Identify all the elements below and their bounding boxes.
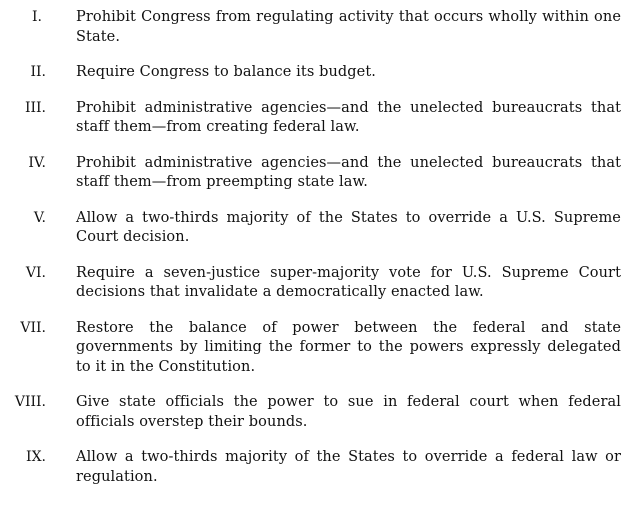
item-text: Allow a two-thirds majority of the States to override a U.S. Supreme Court decision. [76,209,621,245]
item-text: Give state officials the power to sue in federal court when federal officials overstep their bounds. [76,394,621,430]
item-text: Prohibit administrative agencies—and the unelected bureaucrats that staff them—from creating federal law. [76,99,621,135]
list-item [0,154,642,193]
item-numeral: VII. [20,319,46,336]
item-text: Restore the balance of power between the federal and state governments by limiting the former to the powers expressly delegated to it in the Constitution. [76,319,621,375]
list-item [0,99,642,138]
item-numeral: VI. [25,264,46,281]
list-item [0,319,642,378]
item-numeral: V. [33,209,46,226]
item-numeral: IX. [26,449,46,465]
item-text: Require Congress to balance its budget. [76,64,376,80]
list-item [0,448,642,487]
item-numeral: III. [24,99,46,116]
item-text: Prohibit administrative agencies—and the unelected bureaucrats that staff them—from preempting state law. [76,154,621,190]
list-item [0,393,642,432]
list-item [0,63,642,83]
list-item [0,8,642,47]
item-text: Require a seven-justice super-majority vote for U.S. Supreme Court decisions that invalidate a democratically enacted law. [76,264,621,300]
numbered-list [0,8,642,487]
item-numeral: I. [32,9,42,25]
item-numeral: VIII. [14,394,46,410]
item-numeral: II. [30,64,46,80]
list-item [0,209,642,248]
list-item [0,264,642,303]
item-numeral: IV. [28,154,46,171]
item-text: Allow a two-thirds majority of the States to override a federal law or regulation. [76,449,621,485]
item-text: Prohibit Congress from regulating activity that occurs wholly within one State. [76,9,621,45]
